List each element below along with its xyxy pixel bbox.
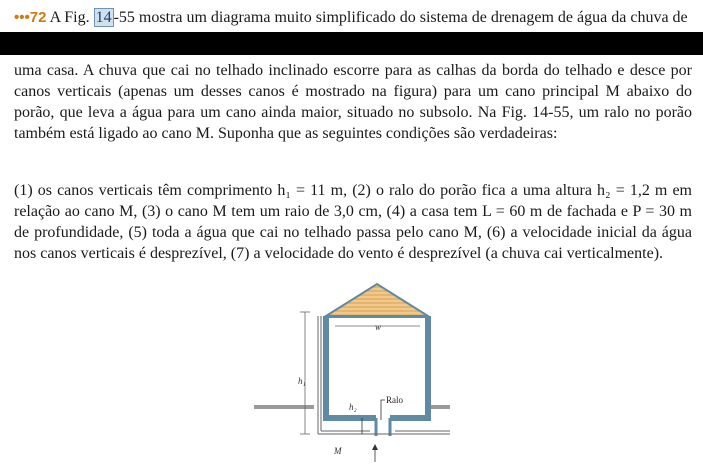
intro-prefix: A Fig. bbox=[46, 9, 94, 26]
paragraph-description: uma casa. A chuva que cai no telhado inclinado escorre para as calhas da borda do telhado e desce por canos verticais (apenas um desses canos é mostrado na figura) para um cano principal M abaixo do porão, que leva a água para um cano ainda maior, situado no subsolo. Na Fig. 14-55, um ralo no porão também está ligado ao cano M. Suponha que as seguintes condições são verdadeiras: bbox=[14, 62, 692, 142]
label-h1: h₁ bbox=[298, 376, 306, 386]
label-h2: h₂ bbox=[349, 402, 357, 412]
drainage-figure bbox=[250, 276, 450, 472]
label-m: M bbox=[334, 446, 342, 456]
figure-reference-link[interactable]: 14 bbox=[95, 9, 112, 26]
drainage-diagram bbox=[250, 276, 450, 472]
ralo-leader bbox=[381, 400, 385, 420]
paragraph-conditions: (1) os canos verticais têm comprimento h₁ = 11 m, (2) o ralo do porão fica a uma altura h₂ = 1,2 m em relação ao cano M, (3) o cano M tem um raio de 3,0 cm, (4) a casa tem L = 60 m de fachada e P = 30 m de profundidade, (5) toda a água que cai no telhado passa pelo cano M, (6) a velocidade inicial da água nos canos verticais é desprezível, (7) a velocidade do vento é desprezível (a chuva cai verticalmente). bbox=[14, 182, 692, 262]
label-w: w bbox=[375, 322, 382, 332]
roof bbox=[326, 284, 428, 316]
intro-text: -55 mostra um diagrama muito simplificado do sistema de drenagem de água da chuva de bbox=[113, 9, 688, 26]
problem-number: •••72 bbox=[14, 9, 47, 26]
ground-right bbox=[428, 405, 450, 409]
page-separator-band bbox=[0, 32, 703, 55]
basement-drain bbox=[376, 418, 390, 436]
m-arrow-head bbox=[372, 444, 378, 450]
problem-heading-line bbox=[14, 8, 694, 28]
label-ralo: Ralo bbox=[386, 395, 403, 405]
